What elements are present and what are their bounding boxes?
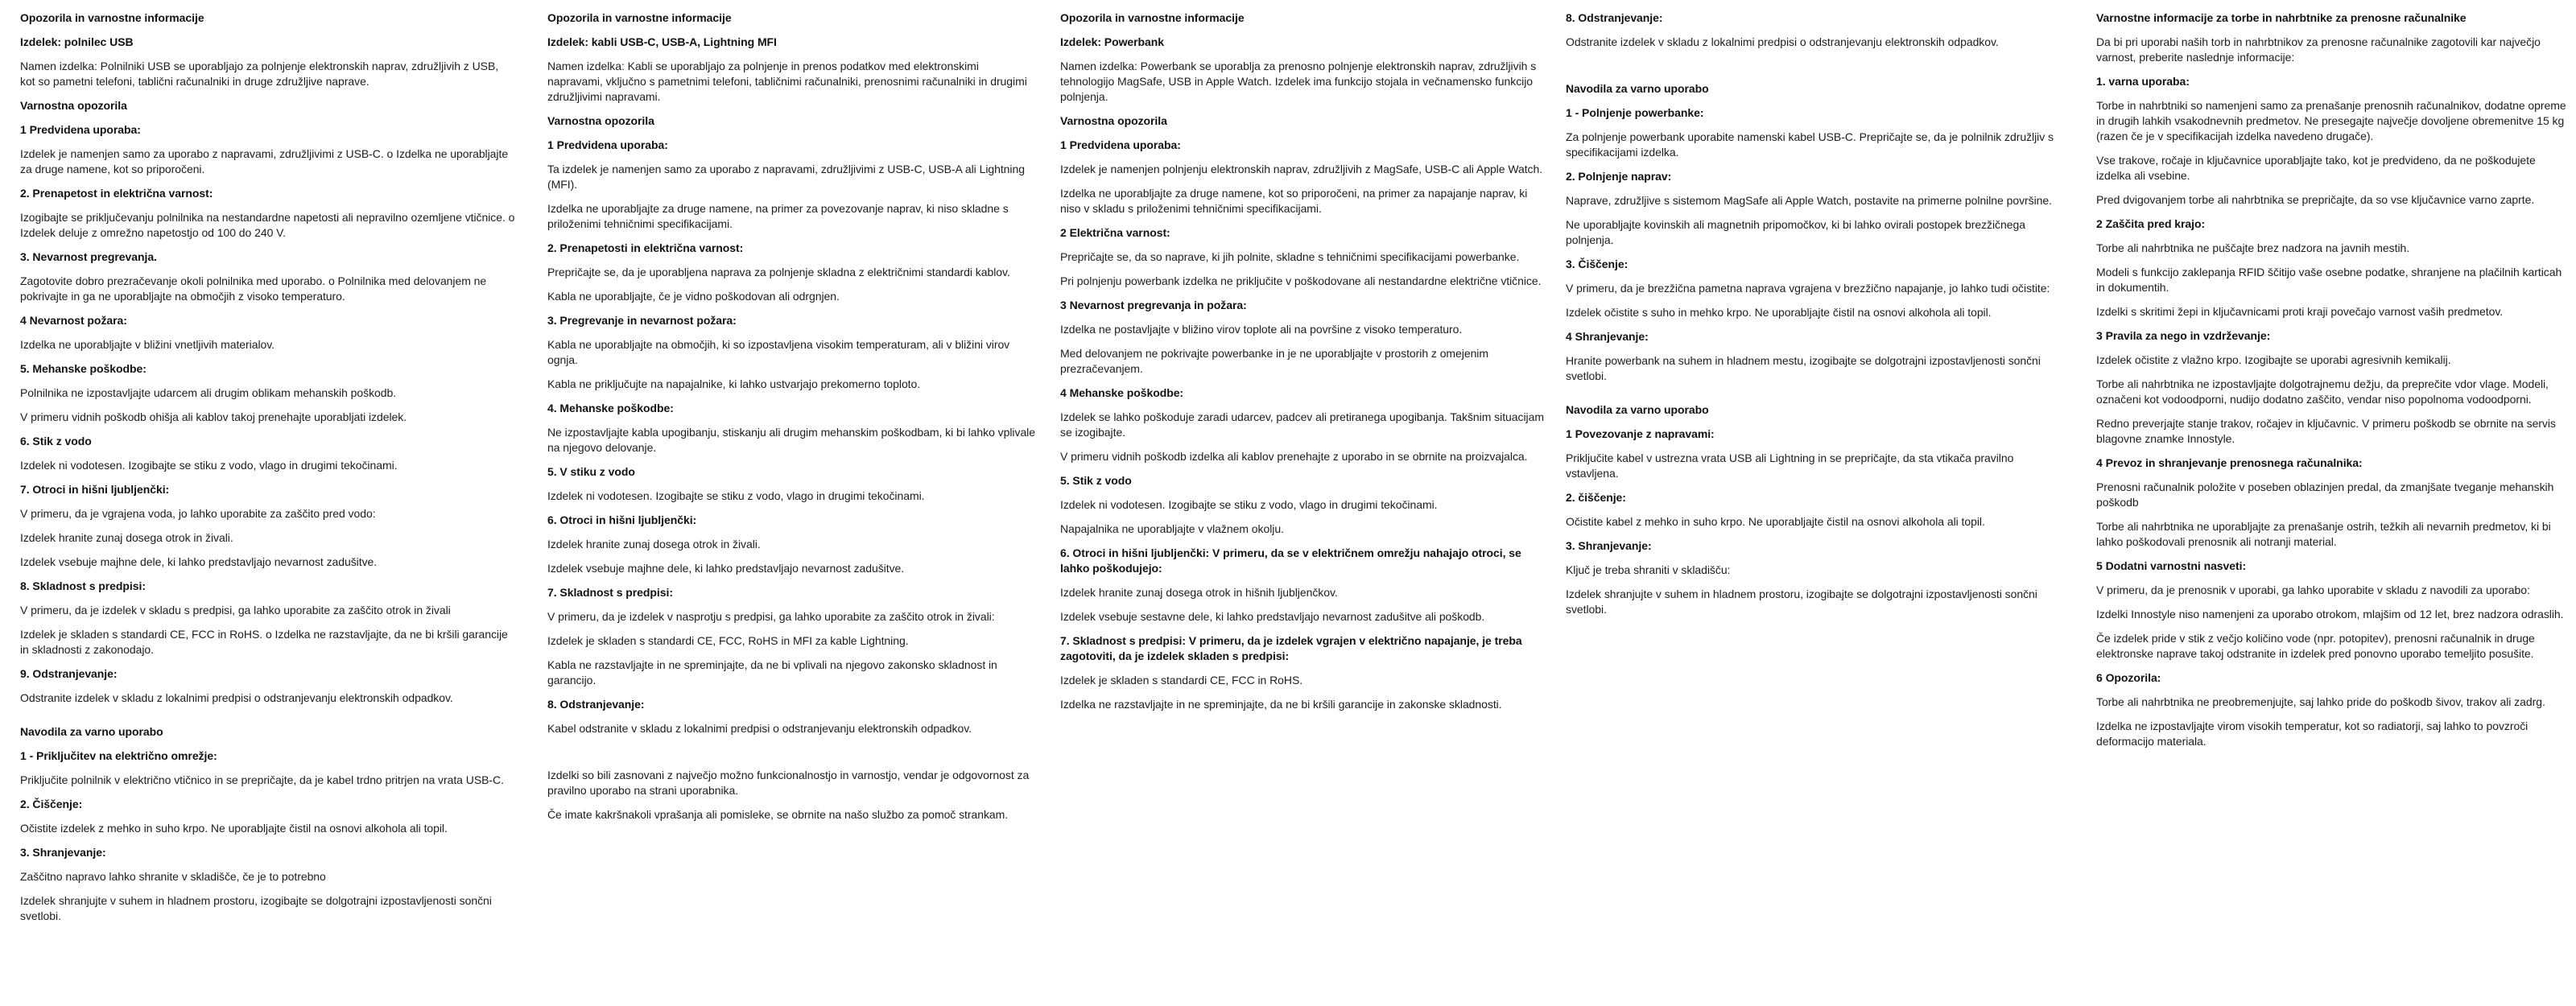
spacer — [547, 745, 1036, 768]
paragraph: Izdelka ne razstavljajte in ne spreminjajte, da ne bi kršili garancije in zakonske skladnosti. — [1060, 698, 1502, 711]
paragraph: Da bi pri uporabi naših torb in nahrbtnikov za prenosne računalnike zagotovili kar največjo varnost, preberite naslednje informacije: — [2096, 35, 2541, 64]
section-heading: 4 Shranjevanje: — [1566, 330, 1649, 343]
paragraph: Izogibajte se priključevanju polnilnika na nestandardne napetosti ali nepravilno ozemljene vtičnice. o Izdelek deluje z omrežno napetostjo od 100 do 240 V. — [20, 211, 515, 239]
paragraph: Izdelek je namenjen polnjenju elektronskih naprav, združljivih z MagSafe, USB-C ali Apple Watch. — [1060, 163, 1543, 175]
paragraph: V primeru, da je vgrajena voda, jo lahko uporabite za zaščito pred vodo: — [20, 507, 376, 520]
paragraph: Izdelka ne izpostavljajte virom visokih temperatur, kot so radiatorji, saj lahko to povzroči deformacijo materiala. — [2096, 719, 2529, 748]
paragraph: Izdelek ni vodotesen. Izogibajte se stiku z vodo, vlago in drugimi tekočinami. — [1060, 498, 1438, 511]
column-cables — [547, 10, 1036, 831]
section-heading: 1 Predvidena uporaba: — [20, 123, 141, 136]
section-heading: Izdelek: Powerbank — [1060, 35, 1165, 48]
section-heading: 1 Povezovanje z napravami: — [1566, 427, 1715, 440]
paragraph: Za polnjenje powerbank uporabite namenski kabel USB-C. Prepričajte se, da je polnilnik združljiv s specifikacijami izdelka. — [1566, 130, 2054, 159]
paragraph: Izdelek očistite s suho in mehko krpo. Ne uporabljajte čistil na osnovi alkohola ali topil. — [1566, 306, 1992, 319]
paragraph: Izdelek ni vodotesen. Izogibajte se stiku z vodo, vlago in drugimi tekočinami. — [20, 459, 398, 472]
column-powerbank-cable-instructions — [1566, 10, 2065, 626]
paragraph: V primeru, da je izdelek v skladu s predpisi, ga lahko uporabite za zaščito otrok in živali — [20, 604, 451, 616]
section-heading: Varnostne informacije za torbe in nahrbtnike za prenosne računalnike — [2096, 11, 2467, 24]
section-heading: 2. Prenapetost in električna varnost: — [20, 187, 213, 200]
paragraph: Izdelek shranjujte v suhem in hladnem prostoru, izogibajte se dolgotrajni izpostavljenosti sončni svetlobi. — [20, 894, 492, 922]
section-heading: 6. Stik z vodo — [20, 435, 92, 447]
paragraph: V primeru vidnih poškodb izdelka ali kablov prenehajte z uporabo in se obrnite na proizvajalca. — [1060, 450, 1528, 463]
paragraph: Pri polnjenju powerbank izdelka ne priključite v poškodovane ali nestandardne električne vtičnice. — [1060, 274, 1542, 287]
section-heading: Opozorila in varnostne informacije — [1060, 11, 1245, 24]
paragraph: Izdelki so bili zasnovani z največjo možno funkcionalnostjo in varnostjo, vendar je odgovornost za pravilno uporabo na strani uporabnika. — [547, 769, 1030, 797]
section-heading: 4 Prevoz in shranjevanje prenosnega računalnika: — [2096, 456, 2363, 469]
section-heading: 7. Otroci in hišni ljubljenčki: — [20, 483, 170, 496]
section-heading: 4 Nevarnost požara: — [20, 314, 127, 327]
section-heading: 1 Predvidena uporaba: — [1060, 138, 1181, 151]
section-heading: 7. Skladnost s predpisi: — [547, 586, 673, 599]
paragraph: Torbe in nahrbtniki so namenjeni samo za prenašanje prenosnih računalnikov, dodatne opreme in drugih lahkih vsakodnevnih predmetov. Ne presegajte največje dovoljene obremenitve 15 kg (razen če je v specifikacijah izdelka navedeno drugače). — [2096, 99, 2566, 142]
section-heading: Navodila za varno uporabo — [1566, 82, 1709, 95]
section-heading: 2 Zaščita pred krajo: — [2096, 217, 2206, 230]
section-heading: 1 Predvidena uporaba: — [547, 138, 668, 151]
section-heading: Navodila za varno uporabo — [1566, 403, 1709, 416]
section-heading: 2. Polnjenje naprav: — [1566, 170, 1672, 183]
paragraph: Izdelka ne uporabljajte za druge namene, kot so priporočeni, na primer za napajanje naprav, ki niso v skladu s priloženimi tehničnimi specifikacijami. — [1060, 187, 1528, 215]
paragraph: Prepričajte se, da je uporabljena naprava za polnjenje skladna z električnimi standardi kablov. — [547, 266, 1010, 278]
paragraph: Prepričajte se, da so naprave, ki jih polnite, skladne s tehničnimi specifikacijami powerbanke. — [1060, 250, 1520, 263]
paragraph: Če izdelek pride v stik z večjo količino vode (npr. potopitev), prenosni računalnik in druge elektronske naprave takoj odstranite in izdelek pred ponovno uporabo temeljito posušite. — [2096, 632, 2535, 660]
paragraph: Vse trakove, ročaje in ključavnice uporabljajte tako, kot je predvideno, da ne poškodujete izdelka ali vsebine. — [2096, 154, 2536, 182]
paragraph: Polnilnika ne izpostavljajte udarcem ali drugim oblikam mehanskih poškodb. — [20, 386, 397, 399]
section-heading: Navodila za varno uporabo — [20, 725, 163, 738]
section-heading: 1 - Polnjenje powerbanke: — [1566, 106, 1704, 119]
paragraph: Ta izdelek je namenjen samo za uporabo z napravami, združljivimi z USB-C, USB-A ali Lightning (MFI). — [547, 163, 1025, 191]
paragraph: Izdelek shranjujte v suhem in hladnem prostoru, izogibajte se dolgotrajni izpostavljenosti sončni svetlobi. — [1566, 588, 2037, 616]
column-powerbank — [1060, 10, 1550, 721]
section-heading: 1. varna uporaba: — [2096, 75, 2190, 88]
paragraph: Izdelek je namenjen samo za uporabo z napravami, združljivimi z USB-C. o Izdelka ne uporabljajte za druge namene, kot so priporočeni. — [20, 147, 509, 175]
paragraph: Redno preverjajte stanje trakov, ročajev in ključavnic. V primeru poškodb se obrnite na servis blagovne znamke Innostyle. — [2096, 417, 2556, 445]
paragraph: Kabla ne priključujte na napajalnike, ki lahko ustvarjajo prekomerno toploto. — [547, 377, 921, 390]
spacer — [1566, 59, 2065, 81]
paragraph: Namen izdelka: Powerbank se uporablja za prenosno polnjenje elektronskih naprav, združljivih s tehnologijo MagSafe, USB in Apple Watch. Izdelek ima funkcijo stojala in večnamensko funkcijo polnjenja. — [1060, 60, 1537, 103]
paragraph: Izdelek hranite zunaj dosega otrok in živali. — [547, 538, 761, 550]
section-heading: Varnostna opozorila — [1060, 114, 1167, 127]
section-heading: 6. Otroci in hišni ljubljenčki: V primeru, da se v električnem omrežju nahajajo otroci, se lahko poškodujejo: — [1060, 546, 1521, 575]
section-heading: 8. Odstranjevanje: — [1566, 11, 1663, 24]
paragraph: V primeru, da je brezžična pametna naprava vgrajena v brezžično napajanje, jo lahko tudi očistite: — [1566, 282, 2050, 295]
section-heading: 2 Električna varnost: — [1060, 226, 1170, 239]
section-heading: 5. V stiku z vodo — [547, 465, 635, 478]
section-heading: 4 Mehanske poškodbe: — [1060, 386, 1184, 399]
paragraph: Namen izdelka: Polnilniki USB se uporabljajo za polnjenje elektronskih naprav, združljivih z USB, kot so pametni telefoni, tablični računalniki in druge združljive naprave. — [20, 60, 499, 88]
paragraph: Torbe ali nahrbtnika ne preobremenjujte, saj lahko pride do poškodb šivov, trakov ali zadrg. — [2096, 695, 2545, 708]
paragraph: Torbe ali nahrbtnika ne puščajte brez nadzora na javnih mestih. — [2096, 241, 2410, 254]
paragraph: Prenosni računalnik položite v poseben oblazinjen predal, da zmanjšate tveganje mehanskih poškodb — [2096, 480, 2554, 509]
paragraph: Izdelki Innostyle niso namenjeni za uporabo otrokom, mlajšim od 12 let, brez nadzora odraslih. — [2096, 608, 2564, 621]
section-heading: 3. Nevarnost pregrevanja. — [20, 250, 157, 263]
paragraph: Odstranite izdelek v skladu z lokalnimi predpisi o odstranjevanju elektronskih odpadkov. — [1566, 35, 1999, 48]
paragraph: Izdelek je skladen s standardi CE, FCC in RoHS. o Izdelka ne razstavljajte, da ne bi kršili garancije in skladnosti z zakonodajo. — [20, 628, 508, 656]
section-heading: Izdelek: polnilec USB — [20, 35, 134, 48]
section-heading: 5. Stik z vodo — [1060, 474, 1132, 487]
paragraph: Izdelek vsebuje majhne dele, ki lahko predstavljajo nevarnost zadušitve. — [20, 555, 378, 568]
paragraph: Izdelek očistite z vlažno krpo. Izogibajte se uporabi agresivnih kemikalij. — [2096, 353, 2451, 366]
column-usb-charger — [20, 10, 515, 933]
section-heading: 3. Shranjevanje: — [20, 846, 106, 859]
paragraph: Med delovanjem ne pokrivajte powerbanke in je ne uporabljajte v prostorih z omejenim prezračevanjem. — [1060, 347, 1488, 375]
paragraph: V primeru vidnih poškodb ohišja ali kablov takoj prenehajte uporabljati izdelek. — [20, 410, 407, 423]
section-heading: Varnostna opozorila — [547, 114, 654, 127]
paragraph: Izdelek vsebuje majhne dele, ki lahko predstavljajo nevarnost zadušitve. — [547, 562, 905, 575]
paragraph: Očistite izdelek z mehko in suho krpo. Ne uporabljajte čistil na osnovi alkohola ali topil. — [20, 822, 448, 835]
section-heading: Opozorila in varnostne informacije — [547, 11, 732, 24]
section-heading: 5 Dodatni varnostni nasveti: — [2096, 559, 2247, 572]
section-heading: 9. Odstranjevanje: — [20, 667, 118, 680]
section-heading: 7. Skladnost s predpisi: V primeru, da je izdelek vgrajen v električno napajanje, je treba zagotoviti, da je izdelek skladen s predpisi: — [1060, 634, 1522, 662]
paragraph: Izdelki s skritimi žepi in ključavnicami proti kraji povečajo varnost vaših predmetov. — [2096, 305, 2504, 318]
paragraph: Modeli s funkcijo zaklepanja RFID ščitijo vaše osebne podatke, shranjene na plačilnih karticah in dokumentih. — [2096, 266, 2562, 294]
spacer — [1566, 393, 2065, 402]
section-heading: 6 Opozorila: — [2096, 671, 2161, 684]
section-heading: 2. čiščenje: — [1566, 491, 1626, 504]
paragraph: Izdelek se lahko poškoduje zaradi udarcev, padcev ali pretiranega upogibanja. Takšnim situacijam se izogibajte. — [1060, 410, 1544, 439]
paragraph: Izdelek je skladen s standardi CE, FCC in RoHS. — [1060, 674, 1303, 686]
paragraph: Izdelek ni vodotesen. Izogibajte se stiku z vodo, vlago in drugimi tekočinami. — [547, 489, 925, 502]
paragraph: Zagotovite dobro prezračevanje okoli polnilnika med uporabo. o Polnilnika med delovanjem ne pokrivajte in ga ne uporabljajte na območjih z visoko temperaturo. — [20, 274, 487, 303]
paragraph: Če imate kakršnakoli vprašanja ali pomisleke, se obrnite na našo službo za pomoč strankam. — [547, 808, 1009, 821]
section-heading: Opozorila in varnostne informacije — [20, 11, 204, 24]
spacer — [20, 715, 515, 724]
paragraph: Kabla ne uporabljajte na območjih, ki so izpostavljena visokim temperaturam, ali v bližini virov ognja. — [547, 338, 1010, 366]
paragraph: Ne izpostavljajte kabla upogibanju, stiskanju ali drugim mehanskim poškodbam, ki bi lahko vplivale na njegovo delovanje. — [547, 426, 1035, 454]
section-heading: 8. Odstranjevanje: — [547, 698, 645, 711]
section-heading: 6. Otroci in hišni ljubljenčki: — [547, 513, 697, 526]
paragraph: Torbe ali nahrbtnika ne uporabljajte za prenašanje ostrih, težkih ali nevarnih predmetov, ki bi lahko poškodovali prenosnik ali notranji material. — [2096, 520, 2551, 548]
section-heading: Varnostna opozorila — [20, 99, 127, 112]
section-heading: 1 - Priključitev na električno omrežje: — [20, 749, 217, 762]
paragraph: Priključite kabel v ustrezna vrata USB ali Lightning in se prepričajte, da sta vtikača pravilno vstavljena. — [1566, 451, 2014, 480]
paragraph: Očistite kabel z mehko in suho krpo. Ne uporabljajte čistil na osnovi alkohola ali topil. — [1566, 515, 1985, 528]
paragraph: Odstranite izdelek v skladu z lokalnimi predpisi o odstranjevanju elektronskih odpadkov. — [20, 691, 453, 704]
section-heading: 8. Skladnost s predpisi: — [20, 579, 146, 592]
paragraph: Ključ je treba shraniti v skladišču: — [1566, 563, 1731, 576]
paragraph: Izdelek hranite zunaj dosega otrok in živali. — [20, 531, 233, 544]
paragraph: Kabla ne razstavljajte in ne spreminjajte, da ne bi vplivali na njegovo zakonsko skladnost in garancijo. — [547, 658, 997, 686]
paragraph: Izdelka ne uporabljajte v bližini vnetljivih materialov. — [20, 338, 275, 351]
paragraph: Torbe ali nahrbtnika ne izpostavljajte dolgotrajnemu dežju, da preprečite vdor vlage. Modeli, označeni kot vodoodporni, nudijo dodatno zaščito, vendar niso popolnoma vodoodporni. — [2096, 377, 2549, 406]
section-heading: 3. Čiščenje: — [1566, 258, 1629, 270]
paragraph: Zaščitno napravo lahko shranite v skladišče, če je to potrebno — [20, 870, 326, 883]
paragraph: Kabel odstranite v skladu z lokalnimi predpisi o odstranjevanju elektronskih odpadkov. — [547, 722, 972, 735]
section-heading: 3. Pregrevanje in nevarnost požara: — [547, 314, 737, 327]
column-laptop-bags — [2096, 10, 2567, 758]
paragraph: V primeru, da je izdelek v nasprotju s predpisi, ga lahko uporabite za zaščito otrok in živali: — [547, 610, 995, 623]
paragraph: V primeru, da je prenosnik v uporabi, ga lahko uporabite v skladu z navodili za uporabo: — [2096, 583, 2530, 596]
paragraph: Kabla ne uporabljajte, če je vidno poškodovan ali odrgnjen. — [547, 290, 840, 303]
paragraph: Namen izdelka: Kabli se uporabljajo za polnjenje in prenos podatkov med elektronskimi napravami, vključno s pametnimi telefoni, tabličnimi računalniki, prenosnimi računalniki in drugimi združljivimi napravami. — [547, 60, 1027, 103]
section-heading: 2. Čiščenje: — [20, 798, 83, 810]
section-heading: 3. Shranjevanje: — [1566, 539, 1652, 552]
paragraph: Priključite polnilnik v električno vtičnico in se prepričajte, da je kabel trdno pritrjen na vrata USB-C. — [20, 773, 504, 786]
paragraph: Izdelek vsebuje sestavne dele, ki lahko predstavljajo nevarnost zadušitve ali poškodb. — [1060, 610, 1485, 623]
section-heading: 5. Mehanske poškodbe: — [20, 362, 147, 375]
paragraph: Izdelek je skladen s standardi CE, FCC, RoHS in MFI za kable Lightning. — [547, 634, 909, 647]
paragraph: Ne uporabljajte kovinskih ali magnetnih pripomočkov, ki bi lahko ovirali postopek brezžičnega polnjenja. — [1566, 218, 2025, 246]
section-heading: Izdelek: kabli USB-C, USB-A, Lightning MFI — [547, 35, 777, 48]
paragraph: Naprave, združljive s sistemom MagSafe ali Apple Watch, postavite na primerne polnilne površine. — [1566, 194, 2052, 207]
section-heading: 2. Prenapetosti in električna varnost: — [547, 241, 744, 254]
section-heading: 4. Mehanske poškodbe: — [547, 402, 674, 414]
section-heading: 3 Pravila za nego in vzdrževanje: — [2096, 329, 2271, 342]
section-heading: 3 Nevarnost pregrevanja in požara: — [1060, 299, 1247, 311]
paragraph: Hranite powerbank na suhem in hladnem mestu, izogibajte se dolgotrajni izpostavljenosti sončni svetlobi. — [1566, 354, 2041, 382]
paragraph: Napajalnika ne uporabljajte v vlažnem okolju. — [1060, 522, 1284, 535]
paragraph: Izdelka ne postavljajte v bližino virov toplote ali na površine z visoko temperaturo. — [1060, 323, 1463, 336]
paragraph: Izdelek hranite zunaj dosega otrok in hišnih ljubljenčkov. — [1060, 586, 1338, 599]
paragraph: Izdelka ne uporabljajte za druge namene, na primer za povezovanje naprav, ki niso skladne s priloženimi tehničnimi specifikacijami. — [547, 202, 1009, 230]
paragraph: Pred dvigovanjem torbe ali nahrbtnika se prepričajte, da so vse ključavnice varno zaprte. — [2096, 193, 2535, 206]
